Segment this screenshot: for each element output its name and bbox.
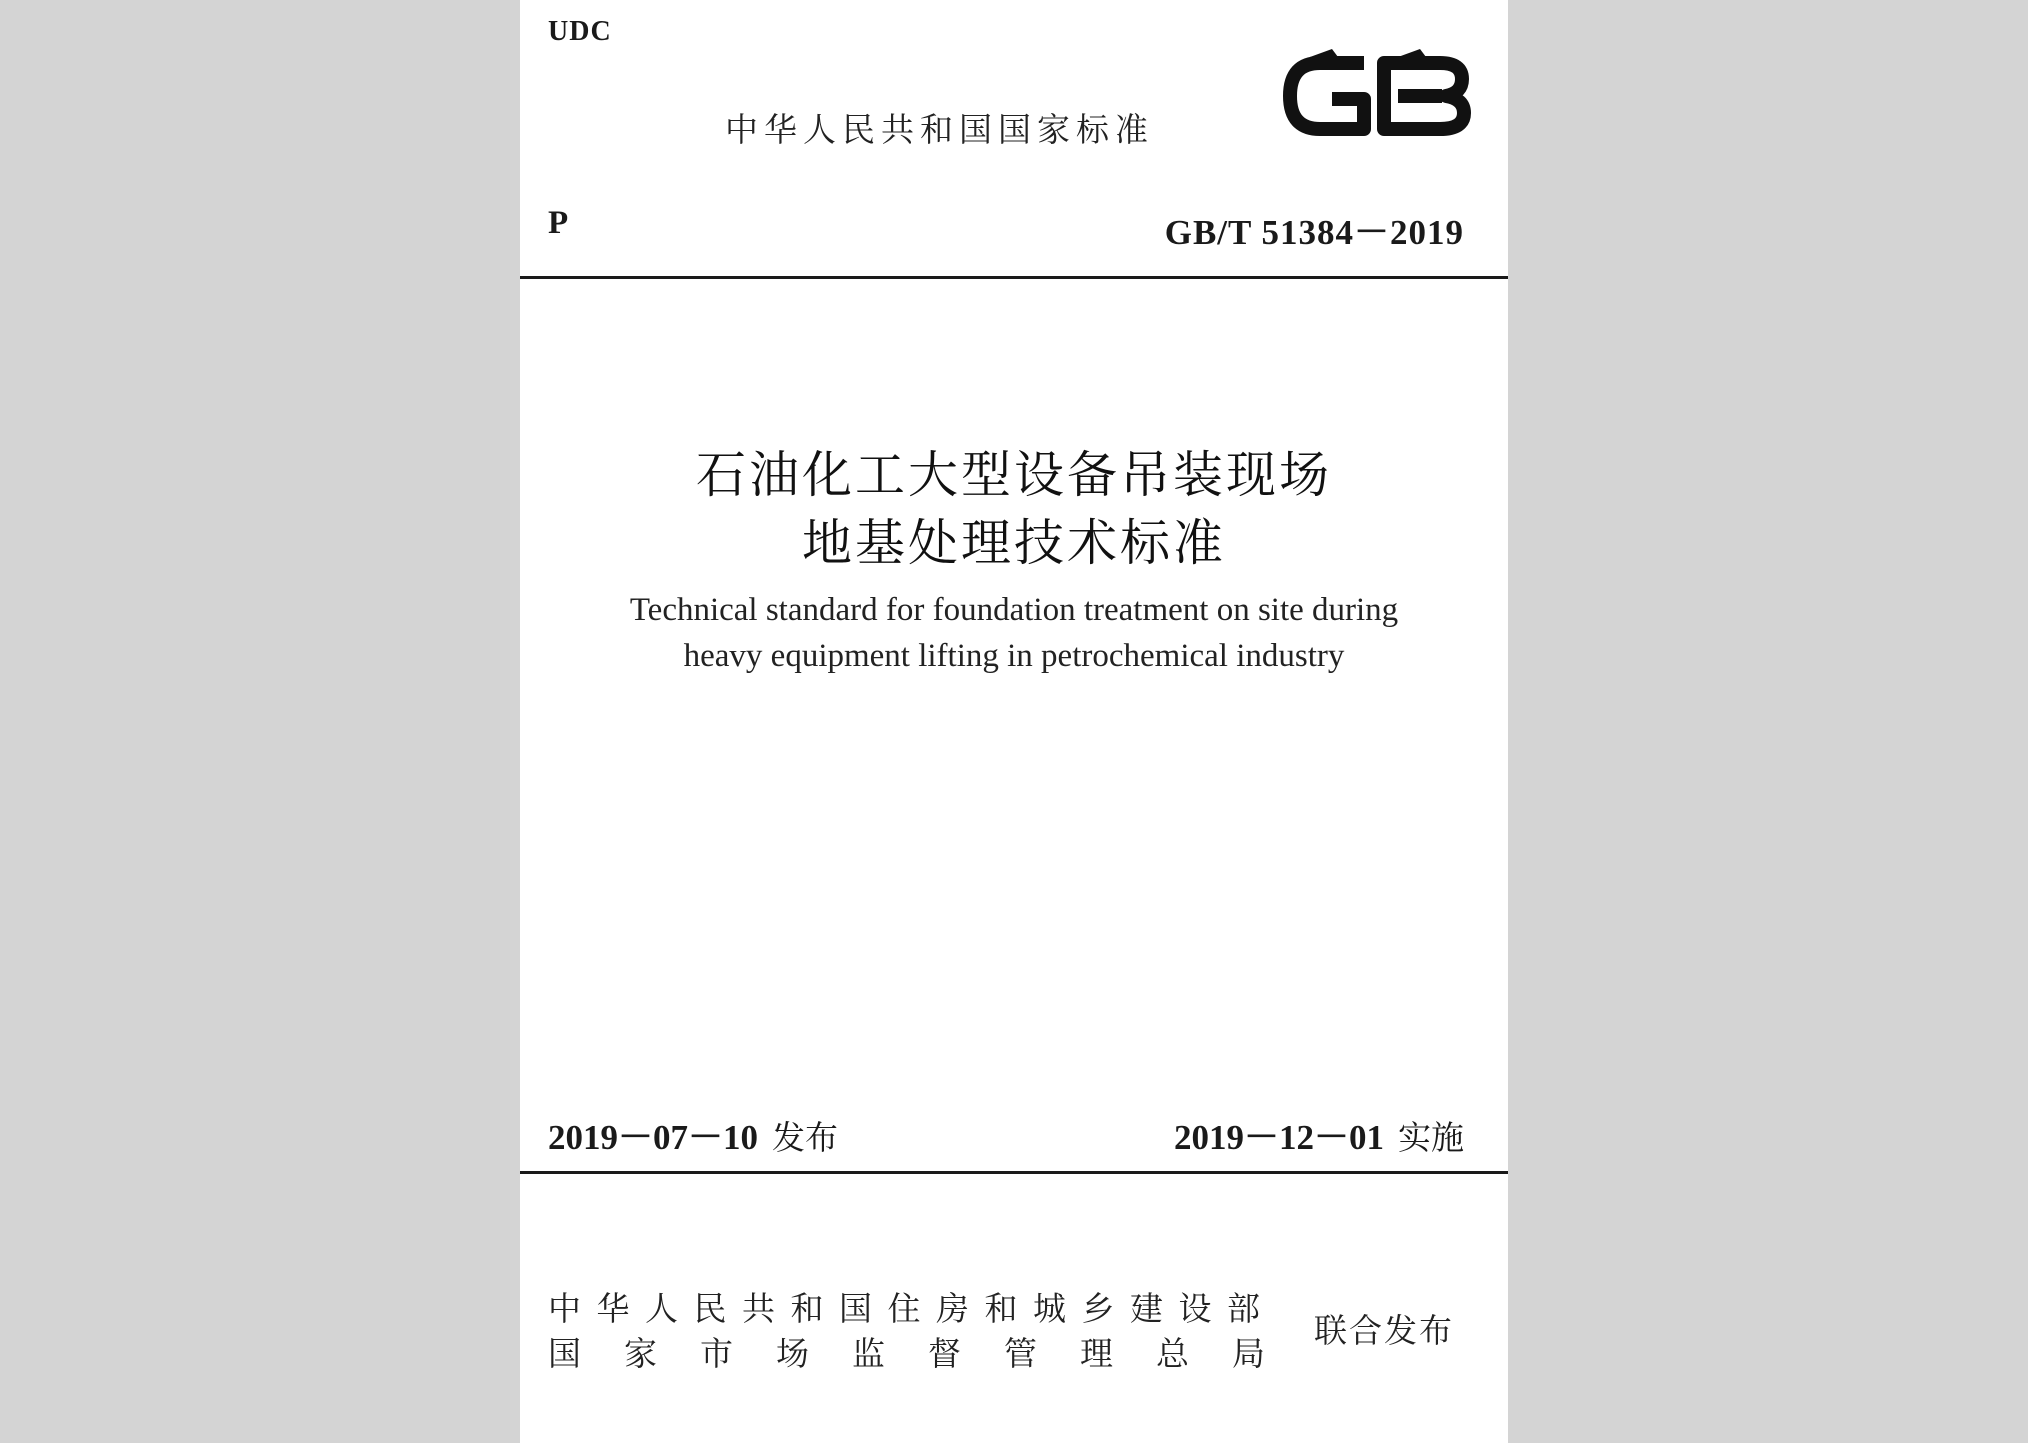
national-standard-heading: 中华人民共和国国家标准 [725, 110, 1154, 149]
header-divider [520, 276, 1508, 279]
gb-logo-icon [1280, 45, 1472, 147]
issuer-line2: 国家市场监督管理总局 [548, 1334, 1308, 1373]
implement-date: 2019－12－01 [1173, 1118, 1384, 1157]
title-cn-line2: 地基处理技术标准 [802, 514, 1226, 572]
title-en-line2: heavy equipment lifting in petrochemical industry [683, 638, 1345, 674]
standard-number: GB/T 51384－2019 [1164, 213, 1464, 252]
footer-divider [520, 1171, 1508, 1174]
title-cn-line1: 石油化工大型设备吊装现场 [696, 446, 1332, 504]
issue-date-block [548, 1110, 838, 1160]
implement-date-block [1174, 1110, 1464, 1160]
issuer-line1: 中华人民共和国住房和城乡建设部 [548, 1289, 1276, 1328]
implement-label: 实施 [1398, 1118, 1464, 1157]
title-en-line1: Technical standard for foundation treatment on site during [629, 592, 1399, 628]
udc-label: UDC [548, 16, 612, 47]
joint-release-label: 联合发布 [1314, 1311, 1454, 1350]
standard-cover-page [520, 0, 1508, 1443]
issue-date: 2019－07－10 [548, 1118, 759, 1157]
issue-label: 发布 [772, 1118, 839, 1157]
classification-code: P [548, 205, 569, 241]
